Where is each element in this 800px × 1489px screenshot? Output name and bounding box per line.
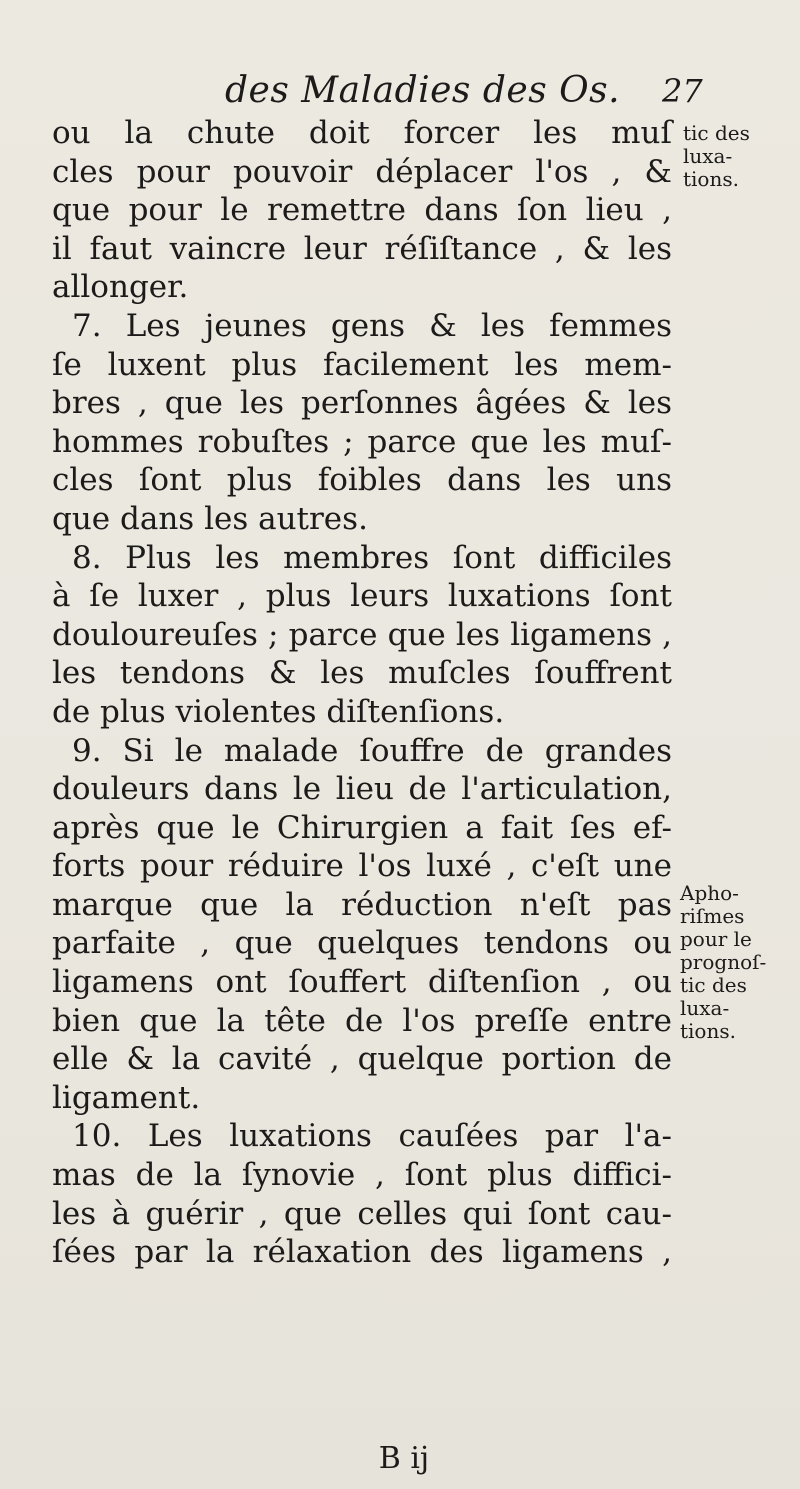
text-line: bien que la tête de l'os preſſe entre	[52, 1002, 672, 1039]
text-line: à ſe luxer , plus leurs luxations ſont	[52, 578, 672, 615]
margin-note-line: prognoſ-	[680, 950, 767, 974]
margin-note-line: tions.	[680, 1019, 736, 1043]
text-line: cles pour pouvoir déplacer l'os , &	[52, 153, 672, 190]
text-line: que pour le remettre dans ſon lieu ,	[52, 192, 672, 229]
margin-note-line: pour le	[680, 927, 752, 951]
running-head	[0, 70, 800, 110]
text-line: cles ſont plus foibles dans les uns	[52, 462, 672, 499]
text-line: il faut vaincre leur réſiſtance , & les	[52, 230, 672, 267]
text-line: parfaite , que quelques tendons ou	[52, 925, 672, 962]
signature-mark: B ij	[378, 1441, 430, 1476]
text-line: ſe luxent plus facilement les mem-	[52, 346, 672, 383]
paragraph-7-start: 7. Les jeunes gens & les femmes	[72, 307, 672, 344]
margin-note-line: luxa-	[683, 144, 733, 168]
text-line: douleurs dans le lieu de l'articulation,	[52, 771, 672, 808]
paragraph-10-start: 10. Les luxations cauſées par l'a-	[72, 1118, 672, 1155]
text-line: douloureuſes ; parce que les ligamens ,	[52, 616, 672, 653]
text-line: allonger.	[52, 269, 189, 306]
text-line: les à guérir , que celles qui ſont cau-	[52, 1195, 672, 1232]
text-line: marque que la réduction n'eſt pas	[52, 886, 672, 923]
text-line: après que le Chirurgien a fait ſes ef-	[52, 809, 672, 846]
margin-note-line: luxa-	[680, 996, 730, 1020]
running-head-title: des Maladies des Os.	[225, 70, 621, 111]
margin-note-luxations	[683, 122, 795, 191]
paragraph-9-start: 9. Si le malade ſouffre de grandes	[72, 732, 672, 769]
text-line: ligamens ont ſouffert diſtenſion , ou	[52, 964, 672, 1001]
text-line: forts pour réduire l'os luxé , c'eſt une	[52, 848, 672, 885]
text-line: ſées par la rélaxation des ligamens ,	[52, 1234, 672, 1271]
body-text	[52, 114, 672, 1272]
margin-note-line: Apho-	[680, 881, 739, 905]
text-line: que dans les autres.	[52, 500, 368, 537]
margin-note-line: riſmes	[680, 904, 745, 928]
text-line: de plus violentes diſtenſions.	[52, 693, 505, 730]
text-line: ligament.	[52, 1079, 201, 1116]
paragraph-8-start: 8. Plus les membres ſont difficiles	[72, 539, 672, 576]
text-line: hommes robuſtes ; parce que les muſ-	[52, 423, 672, 460]
margin-note-aphorismes	[680, 882, 795, 1043]
margin-note-line: tions.	[683, 167, 739, 191]
margin-note-line: tic des	[680, 973, 747, 997]
text-line: mas de la ſynovie , ſont plus diffici-	[52, 1157, 672, 1194]
text-line: elle & la cavité , quelque portion de	[52, 1041, 672, 1078]
text-line: ou la chute doit forcer les muſ	[52, 115, 672, 151]
page-number: 27	[662, 72, 703, 110]
text-line: bres , que les perſonnes âgées & les	[52, 385, 672, 422]
margin-note-line: tic des	[683, 121, 750, 145]
text-line: les tendons & les muſcles ſouffrent	[52, 655, 672, 692]
